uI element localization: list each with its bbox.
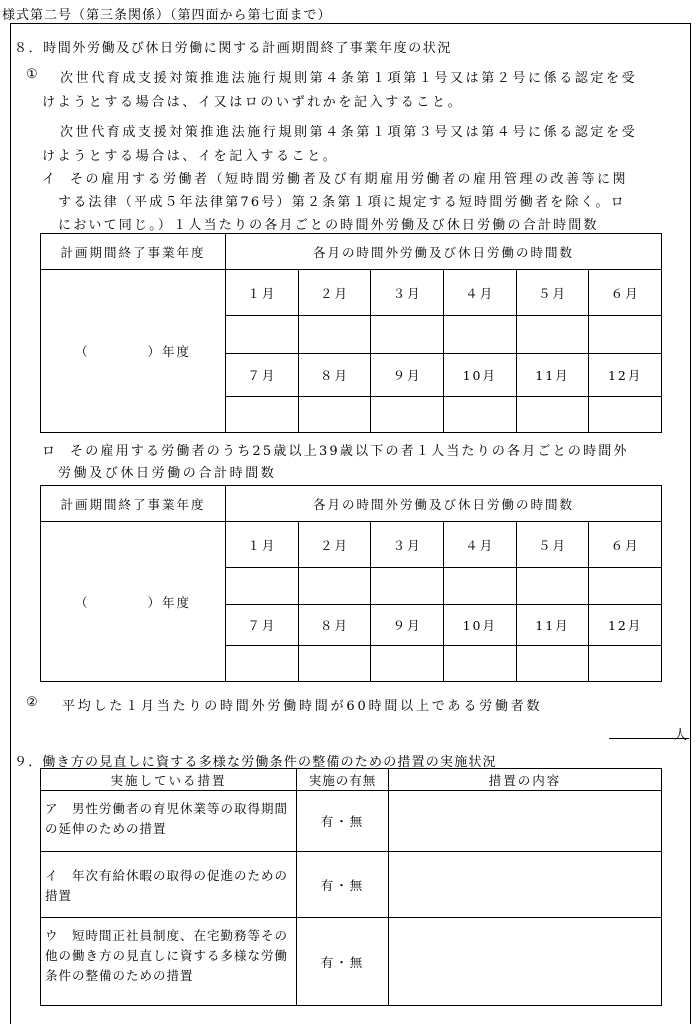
hours-input-cell[interactable] [298, 646, 371, 682]
month-label: ５月 [516, 522, 589, 568]
month-label: ６月 [589, 522, 662, 568]
status-i[interactable]: 有・無 [297, 852, 389, 918]
overtime-table-ro [40, 485, 662, 682]
hours-input-cell[interactable] [443, 316, 516, 354]
measures-table [40, 768, 662, 1006]
measures-header-status: 実施の有無 [297, 769, 389, 791]
item1-text-line1: 次世代育成支援対策推進法施行規則第４条第１項第１号又は第２号に係る認定を受 [60, 71, 638, 86]
item1-note-line2: けようとする場合は、イを記入すること。 [42, 149, 339, 164]
month-label: 12月 [589, 605, 662, 646]
hours-input-cell[interactable] [298, 568, 371, 605]
month-label: 10月 [443, 605, 516, 646]
hours-input-cell[interactable] [371, 646, 444, 682]
month-label: 11月 [516, 354, 589, 397]
hours-input-cell[interactable] [516, 397, 589, 433]
hours-input-cell[interactable] [298, 397, 371, 433]
item2-marker: ② [26, 695, 38, 710]
item2-unit: 人 [674, 728, 688, 743]
status-u[interactable]: 有・無 [297, 918, 389, 1006]
measure-a: ア 男性労働者の育児休業等の取得期間の延伸のための措置 [41, 791, 297, 852]
i-line3: において同じ。）１人当たりの各月ごとの時間外労働及び休日労働の合計時間数 [58, 218, 599, 233]
hours-input-cell[interactable] [589, 397, 662, 433]
hours-input-cell[interactable] [443, 646, 516, 682]
month-label: ８月 [298, 354, 371, 397]
item1-marker: ① [26, 67, 38, 82]
ro-marker: ロ [42, 444, 56, 459]
year-cell[interactable]: （ ）年度 [41, 270, 226, 433]
month-label: ７月 [226, 354, 299, 397]
item2-text: 平均した１月当たりの時間外労働時間が60時間以上である労働者数 [62, 699, 543, 714]
hours-input-cell[interactable] [371, 568, 444, 605]
month-label: ７月 [226, 605, 299, 646]
content-a[interactable] [389, 791, 662, 852]
year-cell[interactable]: （ ）年度 [41, 522, 226, 682]
ro-line2: 労働及び休日労働の合計時間数 [58, 466, 277, 481]
month-label: ８月 [298, 605, 371, 646]
hours-input-cell[interactable] [516, 646, 589, 682]
form-title: 様式第二号（第三条関係）（第四面から第七面まで） [2, 8, 332, 23]
hours-input-cell[interactable] [298, 316, 371, 354]
item1-note-line1: 次世代育成支援対策推進法施行規則第４条第１項第３号又は第４号に係る認定を受 [60, 125, 638, 140]
ro-line1: その雇用する労働者のうち25歳以上39歳以下の者１人当たりの各月ごとの時間外 [70, 444, 629, 459]
table-header-period: 計画期間終了事業年度 [41, 486, 226, 522]
hours-input-cell[interactable] [371, 316, 444, 354]
month-label: ２月 [298, 270, 371, 316]
month-label: 12月 [589, 354, 662, 397]
measure-u: ウ 短時間正社員制度、在宅勤務等その他の働き方の見直しに資する多様な労働条件の整備のための措置 [41, 918, 297, 1006]
hours-input-cell[interactable] [589, 646, 662, 682]
hours-input-cell[interactable] [226, 397, 299, 433]
table-header-hours: 各月の時間外労働及び休日労働の時間数 [226, 486, 662, 522]
month-label: ９月 [371, 605, 444, 646]
hours-input-cell[interactable] [226, 568, 299, 605]
item1-text-line2: けようとする場合は、イ又はロのいずれかを記入すること。 [42, 95, 464, 110]
measures-header-content: 措置の内容 [389, 769, 662, 791]
status-a[interactable]: 有・無 [297, 791, 389, 852]
i-marker: イ [42, 172, 56, 187]
hours-input-cell[interactable] [589, 568, 662, 605]
month-label: 11月 [516, 605, 589, 646]
month-label: ２月 [298, 522, 371, 568]
month-label: １月 [226, 522, 299, 568]
hours-input-cell[interactable] [589, 316, 662, 354]
table-header-hours: 各月の時間外労働及び休日労働の時間数 [226, 234, 662, 270]
month-label: ４月 [443, 270, 516, 316]
i-line2: する法律（平成５年法律第76号）第２条第１項に規定する短時間労働者を除く。ロ [58, 195, 626, 210]
measure-i: イ 年次有給休暇の取得の促進のための措置 [41, 852, 297, 918]
section8-title: ８．時間外労働及び休日労働に関する計画期間終了事業年度の状況 [14, 41, 453, 56]
overtime-table-i [40, 233, 662, 433]
hours-input-cell[interactable] [443, 568, 516, 605]
measures-header-measure: 実施している措置 [41, 769, 297, 791]
month-label: ９月 [371, 354, 444, 397]
hours-input-cell[interactable] [443, 397, 516, 433]
content-i[interactable] [389, 852, 662, 918]
hours-input-cell[interactable] [371, 397, 444, 433]
month-label: ３月 [371, 522, 444, 568]
month-label: ４月 [443, 522, 516, 568]
month-label: ３月 [371, 270, 444, 316]
month-label: ６月 [589, 270, 662, 316]
content-u[interactable] [389, 918, 662, 1006]
month-label: ５月 [516, 270, 589, 316]
section9-title: ９．働き方の見直しに資する多様な労働条件の整備のための措置の実施状況 [14, 755, 497, 770]
hours-input-cell[interactable] [516, 316, 589, 354]
hours-input-cell[interactable] [226, 316, 299, 354]
table-header-period: 計画期間終了事業年度 [41, 234, 226, 270]
i-line1: その雇用する労働者（短時間労働者及び有期雇用労働者の雇用管理の改善等に関 [70, 172, 629, 187]
month-label: １月 [226, 270, 299, 316]
hours-input-cell[interactable] [226, 646, 299, 682]
month-label: 10月 [443, 354, 516, 397]
hours-input-cell[interactable] [516, 568, 589, 605]
